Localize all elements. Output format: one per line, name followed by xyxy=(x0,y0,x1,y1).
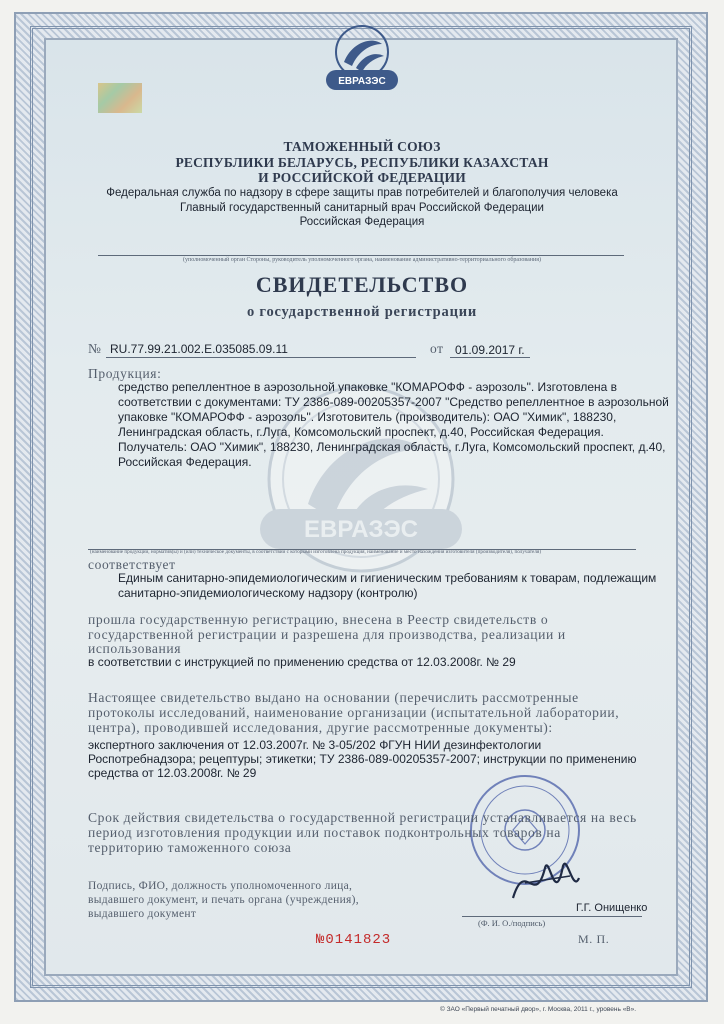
validity-line-2: период изготовления продукции или поставок подконтрольных товаров на xyxy=(88,825,561,840)
authority-caption: (уполномоченный орган Стороны, руководитель уполномоченного органа, наименование административно-территориального образования) xyxy=(183,257,541,263)
registration-date: 01.09.2017 г. xyxy=(455,343,525,357)
basis-fill-1: экспертного заключения от 12.03.2007г. № 3-05/202 ФГУН НИИ дезинфектологии xyxy=(88,738,542,752)
signature-label-3: выдавшего документ xyxy=(88,908,197,920)
product-line-4: Ленинградская область, г.Луга, Комсомольский проспект, д.40, Российская Федерация. xyxy=(118,425,604,439)
registry-line-3: использования xyxy=(88,641,182,656)
registry-line-2: государственной регистрации и разрешена для производства, реализации и xyxy=(88,627,566,642)
basis-fill-3: средства от 12.03.2008г. № 29 xyxy=(88,766,257,780)
product-line-1: средство репеллентное в аэрозольной упаковке "КОМАРОФФ - аэрозоль". Изготовлена в xyxy=(118,380,618,394)
signature-label-2: выдавшего документ, и печать органа (учреждения), xyxy=(88,894,359,906)
eurasec-emblem-icon xyxy=(322,22,402,94)
authority-underline xyxy=(98,255,624,256)
product-line-3: упаковке "КОМАРОФФ - аэрозоль". Изготовитель (производитель): ОАО "Химик", 188230, xyxy=(118,410,617,424)
handwritten-signature-icon xyxy=(505,848,585,918)
conformity-line-2: санитарно-эпидемиологическому надзору (контролю) xyxy=(118,586,418,600)
signature-underline xyxy=(462,916,642,917)
header-line-1: ТАМОЖЕННЫЙ СОЮЗ xyxy=(283,139,441,154)
validity-line-1: Срок действия свидетельства о государственной регистрации устанавливается на весь xyxy=(88,810,637,825)
signatory-name: Г.Г. Онищенко xyxy=(576,902,648,914)
date-label: от xyxy=(430,341,444,356)
basis-line-2: протоколы исследований, наименование организации (испытательной лаборатории, xyxy=(88,705,620,720)
registration-number: RU.77.99.21.002.E.035085.09.11 xyxy=(110,342,288,356)
signature-label-1: Подпись, ФИО, должность уполномоченного лица, xyxy=(88,880,353,892)
product-label: Продукция: xyxy=(88,366,162,381)
conformity-label: соответствует xyxy=(88,557,176,572)
registry-fill: в соответствии с инструкцией по применению средства от 12.03.2008г. № 29 xyxy=(88,655,516,669)
product-caption: (наименование продукции, норматив(ы) и (или) техническое документы, в соответствии с которыми изготовлена продукция, наименование и место нахождения изготовителя (производителя), получателя) xyxy=(90,549,542,555)
registry-line-1: прошла государственную регистрацию, внесена в Реестр свидетельств о xyxy=(88,612,549,627)
authority-line-1: Федеральная служба по надзору в сфере защиты прав потребителей и благополучия человека xyxy=(106,187,618,199)
product-line-6: Российская Федерация. xyxy=(118,455,252,469)
seal-place-mp: М. П. xyxy=(578,932,610,946)
date-underline xyxy=(450,357,530,358)
product-line-2: соответствии с документами: ТУ 2386-089-00205357-2007 "Средство репеллентное в аэрозольной xyxy=(118,395,669,409)
basis-line-1: Настоящее свидетельство выдано на основании (перечислить рассмотренные xyxy=(88,690,579,705)
product-line-5: Получатель: ОАО "Химик", 188230, Ленинградская область, г.Луга, Комсомольский проспект, д.40, xyxy=(118,440,666,454)
authority-line-3: Российская Федерация xyxy=(299,216,425,228)
authority-line-2: Главный государственный санитарный врач Российской Федерации xyxy=(180,202,544,214)
document-subtitle: о государственной регистрации xyxy=(246,304,478,320)
validity-line-3: территорию таможенного союза xyxy=(88,840,292,855)
header-line-3: И РОССИЙСКОЙ ФЕДЕРАЦИИ xyxy=(258,170,466,185)
serial-number: №0141823 xyxy=(316,932,392,948)
number-label: № xyxy=(88,341,102,356)
emblem-text: ЕВРАЗЭС xyxy=(338,76,386,87)
basis-line-3: центра), проводившей исследования, другие рассмотренные документы): xyxy=(88,720,553,735)
conformity-line-1: Единым санитарно-эпидемиологическим и гигиеническим требованиям к товарам, подлежащим xyxy=(118,571,657,585)
document-title: СВИДЕТЕЛЬСТВО xyxy=(255,272,469,297)
header-line-2: РЕСПУБЛИКИ БЕЛАРУСЬ, РЕСПУБЛИКИ КАЗАХСТАН xyxy=(175,155,549,170)
basis-fill-2: Роспотребнадзора; рецептуры; этикетки; ТУ 2386-089-00205357-2007; инструкции по применению xyxy=(88,752,637,766)
printer-imprint: © ЗАО «Первый печатный двор», г. Москва, 2011 г., уровень «В». xyxy=(440,1006,637,1013)
hologram-sticker xyxy=(98,83,142,113)
number-underline xyxy=(106,357,416,358)
signature-caption: (Ф. И. О./подпись) xyxy=(478,918,546,928)
watermark-text: ЕВРАЗЭС xyxy=(303,516,419,543)
